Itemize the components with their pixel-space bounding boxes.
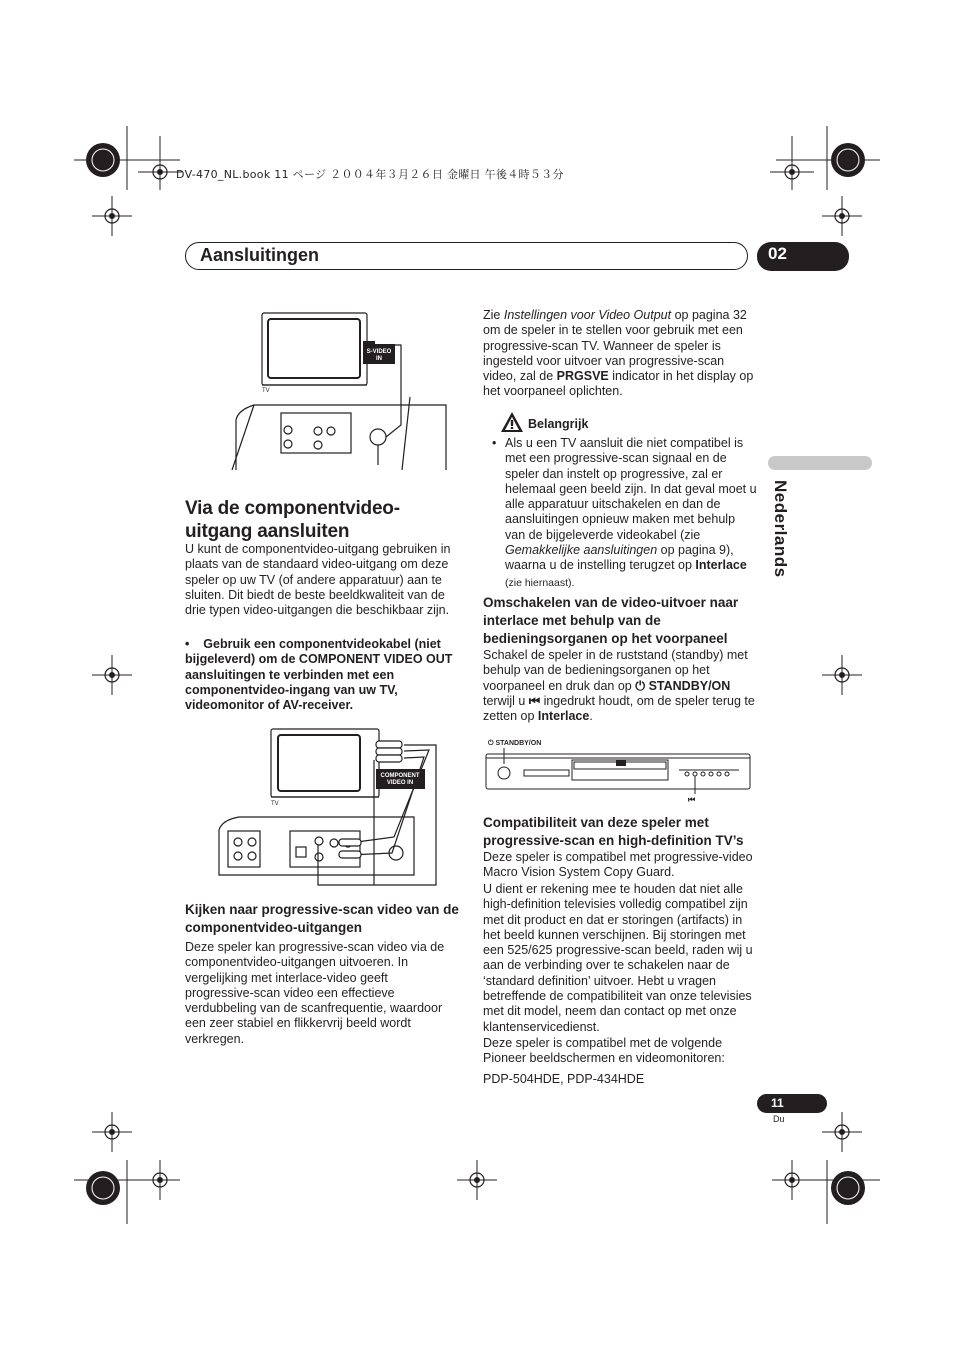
video-output-paragraph: Zie Instellingen voor Video Output op pagina 32 om de speler in te stellen voor gebruik met een progressive-scan TV. Wanneer de speler is ingesteld voor uitvoer van progressive-scan video, zal de PRGSVE indicator in het display op het voorpaneel oplichten.	[483, 308, 754, 399]
component-bullet: • Gebruik een componentvideokabel (niet bijgeleverd) om de COMPONENT VIDEO OUT aansluitingen te verbinden met een componentvideo-ingang van uw TV, videomonitor of AV-receiver.	[185, 637, 453, 713]
important-title: Belangrijk	[528, 417, 589, 431]
tv-label: TV	[262, 388, 270, 394]
page-number: 11	[757, 1094, 827, 1113]
skip-back-icon-label: ⏮	[688, 795, 696, 804]
important-paragraph: Als u een TV aansluit die niet compatibel is met een progressive-scan signaal en de speler dan instelt op progressive, zal er helemaal geen beeld zijn. In dat geval moet u alle apparatuur uitschakelen en dan de aansluitingen opnieuw maken met behulp van de bijgeleverde videokabel (zie Gemakkelijke aansluitingen op pagina 9), waarna u de instelling terugzet op Interlace (zie hiernaast).	[505, 436, 757, 589]
component-label-2: VIDEO IN	[386, 780, 414, 786]
important-bullet: •	[492, 436, 497, 450]
front-panel-figure	[484, 734, 756, 804]
side-language: Nederlands	[771, 480, 790, 578]
component-connection-figure	[214, 725, 446, 890]
skip-back-icon: ⏮	[528, 693, 541, 708]
compatible-models: PDP-504HDE, PDP-434HDE	[483, 1072, 645, 1086]
chapter-number: 02	[757, 242, 849, 271]
power-icon: ⏻	[635, 678, 646, 693]
heading-progressive-scan: Kijken naar progressive-scan video van de componentvideo-uitgangen	[185, 902, 459, 935]
page-language-code: Du	[773, 1114, 785, 1124]
compatible-monitors-paragraph: Deze speler is compatibel met de volgende Pioneer beeldschermen en videomonitoren:	[483, 1036, 725, 1066]
compatibility-paragraph-2: U dient er rekening mee te houden dat niet alle high-definition televisies volledig compatibel zijn met dit product en dat er storingen (artifacts) in het beeld kunnen verschijnen. Bij storingen met een 525/625 progressive-scan beeld, raden wij u aan de verbinding over te schakelen naar de ‘standard definition’ uitvoer. Hebt u vragen betreffende de compatibiliteit van onze televisies met dit model, neem dan contact op met onze klantenservicedienst.	[483, 882, 753, 1034]
svideo-label-1: S-VIDEO	[366, 349, 392, 355]
component-label-1: COMPONENT	[380, 773, 420, 779]
tv-label-2: TV	[271, 801, 279, 807]
heading-compatibility: Compatibiliteit van deze speler met progressive-scan en high-definition TV’s	[483, 815, 744, 848]
component-intro-paragraph: U kunt de componentvideo-uitgang gebruiken in plaats van de standaard video-uitgang om deze speler op uw TV (of andere apparatuur) aan te sluiten. Dit biedt de beste beeldkwaliteit van de drie typen video-uitgangen die beschikbaar zijn.	[185, 542, 451, 618]
interlace-paragraph: Schakel de speler in de ruststand (standby) met behulp van de bedieningsorganen op het voorpaneel en druk dan op ⏻ STANDBY/ON terwijl u ⏮ ingedrukt houdt, om de speler terug te zetten op Interlace.	[483, 648, 755, 724]
compatibility-paragraph-1: Deze speler is compatibel met progressive-video Macro Vision System Copy Guard.	[483, 850, 753, 880]
svideo-connection-figure	[226, 305, 466, 475]
heading-component-video: Via de componentvideo- uitgang aansluiten	[185, 498, 400, 542]
book-info-line: DV-470_NL.book 11 ページ ２００４年３月２６日 金曜日 午後４時５３分	[176, 168, 564, 181]
heading-interlace: Omschakelen van de video-uitvoer naar interlace met behulp van de bedieningsorganen op het voorpaneel	[483, 595, 739, 646]
warning-icon	[500, 411, 524, 433]
progressive-scan-paragraph: Deze speler kan progressive-scan video via de componentvideo-uitgangen uitvoeren. In vergelijking met interlace-video geeft progressive-scan video een effectieve verdubbeling van de scanfrequentie, waardoor een zeer stabiel en flikkervrij beeld wordt verkregen.	[185, 940, 445, 1046]
svideo-label-2: IN	[376, 356, 382, 362]
chapter-title: Aansluitingen	[200, 245, 320, 265]
standby-on-label: ⏻ STANDBY/ON	[488, 740, 542, 747]
language-tab	[768, 456, 872, 470]
